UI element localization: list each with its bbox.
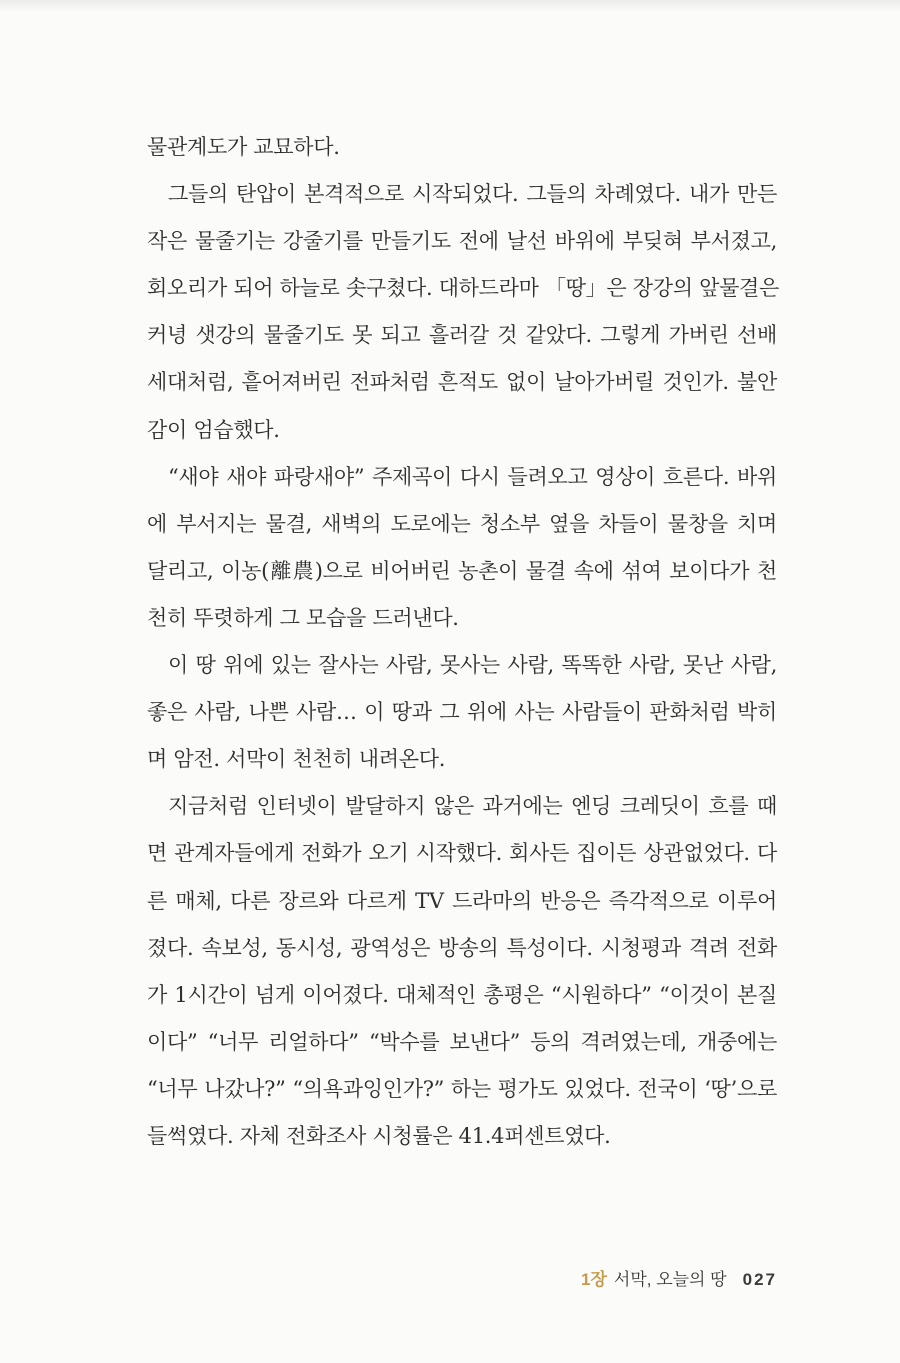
page-edge-shadow: [0, 0, 900, 12]
body-text: [147, 124, 780, 1160]
text-line: 회오리가 되어 하늘로 솟구쳤다. 대하드라마 「땅」은 장강의 앞물결은: [147, 276, 780, 301]
text-line: “새야 새야 파랑새야” 주제곡이 다시 들려오고 영상이 흐른다. 바위: [168, 464, 777, 489]
text-line: 작은 물줄기는 강줄기를 만들기도 전에 날선 바위에 부딪혀 부서졌고,: [147, 229, 777, 254]
text-line: 졌다. 속보성, 동시성, 광역성은 방송의 특성이다. 시청평과 격려 전화: [147, 935, 777, 960]
text-line: 세대처럼, 흩어져버린 전파처럼 흔적도 없이 날아가버릴 것인가. 불안: [147, 370, 777, 395]
text-line: 며 암전. 서막이 천천히 내려온다.: [147, 747, 446, 772]
text-line: 른 매체, 다른 장르와 다르게 TV 드라마의 반응은 즉각적으로 이루어: [147, 888, 777, 913]
text-line: 물관계도가 교묘하다.: [147, 135, 340, 159]
text-line: 달리고, 이농(離農)으로 비어버린 농촌이 물결 속에 섞여 보이다가 천: [147, 558, 777, 583]
text-line: 가 1시간이 넘게 이어졌다. 대체적인 총평은 “시원하다” “이것이 본질: [147, 982, 777, 1007]
chapter-title: 서막, 오늘의 땅: [613, 1270, 727, 1289]
page-footer: [581, 1268, 777, 1292]
text-line: 이다” “너무 리얼하다” “박수를 보낸다” 등의 격려였는데, 개중에는: [147, 1029, 777, 1054]
text-line: 들썩였다. 자체 전화조사 시청률은 41.4퍼센트였다.: [147, 1123, 611, 1148]
text-line: 그들의 탄압이 본격적으로 시작되었다. 그들의 차례였다. 내가 만든: [168, 182, 777, 207]
text-line: 커녕 샛강의 물줄기도 못 되고 흘러갈 것 같았다. 그렇게 가버린 선배: [147, 323, 777, 348]
page-number: 027: [742, 1270, 777, 1289]
text-line: 면 관계자들에게 전화가 오기 시작했다. 회사든 집이든 상관없었다. 다: [147, 841, 777, 866]
chapter-number: 1장: [581, 1270, 607, 1289]
text-line: “너무 나갔나?” “의욕과잉인가?” 하는 평가도 있었다. 전국이 ‘땅’으로: [147, 1076, 777, 1101]
text-line: 감이 엄습했다.: [147, 417, 280, 442]
text-line: 이 땅 위에 있는 잘사는 사람, 못사는 사람, 똑똑한 사람, 못난 사람,: [168, 653, 777, 678]
text-line: 지금처럼 인터넷이 발달하지 않은 과거에는 엔딩 크레딧이 흐를 때: [168, 794, 777, 819]
text-line: 천히 뚜렷하게 그 모습을 드러낸다.: [147, 605, 459, 630]
text-line: 에 부서지는 물결, 새벽의 도로에는 청소부 옆을 차들이 물창을 치며: [147, 511, 777, 536]
text-line: 좋은 사람, 나쁜 사람… 이 땅과 그 위에 사는 사람들이 판화처럼 박히: [147, 700, 777, 725]
